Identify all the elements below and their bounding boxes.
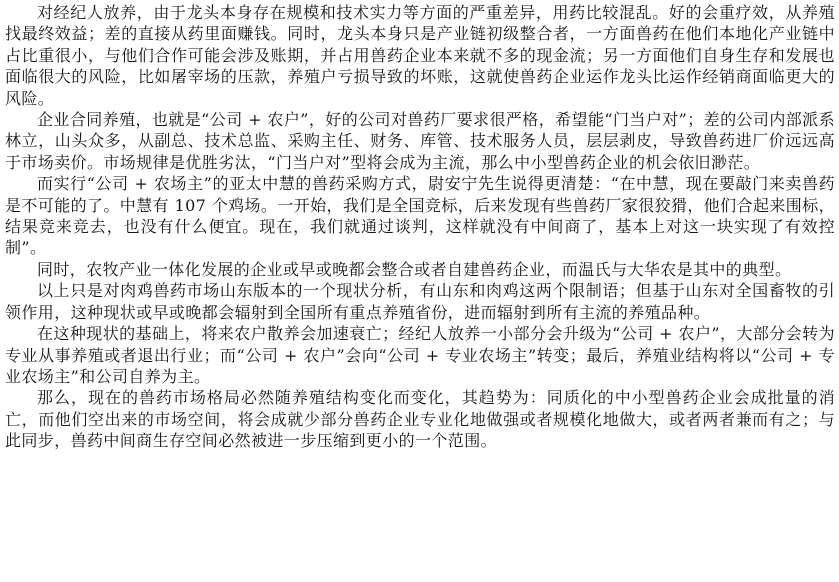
paragraph-5: 以上只是对肉鸡兽药市场山东版本的一个现状分析，有山东和肉鸡这两个限制语；但基于山东对全国畜牧的引领作用，这种现状或早或晚都会辐射到全国所有重点养殖省份，进而辐射到所有主流的养殖品种。 <box>5 281 835 322</box>
paragraph-3: 而实行“公司 + 农场主”的亚太中慧的兽药采购方式，尉安宁先生说得更清楚：“在中慧，现在要敲门来卖兽药是不可能的了。中慧有 107 个鸡场。一开始，我们是全国竞标，后来发现有些兽药厂家很狡猾，他们合起来围标，结果竞来竞去，也没有什么便宜。现在，我们就通过谈判，这样就没有中间商了，基本上对这一块实现了有效控制”。 <box>5 174 835 258</box>
paragraph-4: 同时，农牧产业一体化发展的企业或早或晚都会整合或者自建兽药企业，而温氏与大华农是其中的典型。 <box>37 259 792 279</box>
paragraph-7: 那么，现在的兽药市场格局必然随养殖结构变化而变化，其趋势为：同质化的中小型兽药企业会成批量的消亡，而他们空出来的市场空间，将会成就少部分兽药企业专业化地做强或者规模化地做大，或者两者兼而有之；与此同步，兽药中间商生存空间必然被进一步压缩到更小的一个范围。 <box>5 388 835 451</box>
paragraph-6: 在这种现状的基础上，将来农户散养会加速衰亡；经纪人放养一小部分会升级为“公司 + 农户”，大部分会转为专业从事养殖或者退出行业；而“公司 + 农户”会向“公司 + 专业农场主”转变；最后，养殖业结构将以“公司 + 专业农场主”和公司自养为主。 <box>5 324 835 386</box>
paragraph-2: 企业合同养殖，也就是“公司 + 农户”，好的公司对兽药厂要求很严格，希望能“门当户对”；差的公司内部派系林立，山头众多，从副总、技术总监、采购主任、财务、库管、技术服务人员，层层剥皮，导致兽药进厂价远远高于市场卖价。市场规律是优胜劣汰，“门当户对”型将会成为主流，那么中小型兽药企业的机会依旧渺茫。 <box>5 110 835 172</box>
paragraph-1: 对经纪人放养，由于龙头本身存在规模和技术实力等方面的严重差异，用药比较混乱。好的会重疗效，从养殖找最终效益；差的直接从药里面赚钱。同时，龙头本身只是产业链初级整合者，一方面兽药在他们本地化产业链中占比重很小，与他们合作可能会涉及账期，并占用兽药企业本来就不多的现金流；另一方面他们自身生存和发展也面临很大的风险，比如屠宰场的压款，养殖户亏损导致的坏账，这就使兽药企业运作龙头比运作经销商面临更大的风险。 <box>5 3 835 108</box>
